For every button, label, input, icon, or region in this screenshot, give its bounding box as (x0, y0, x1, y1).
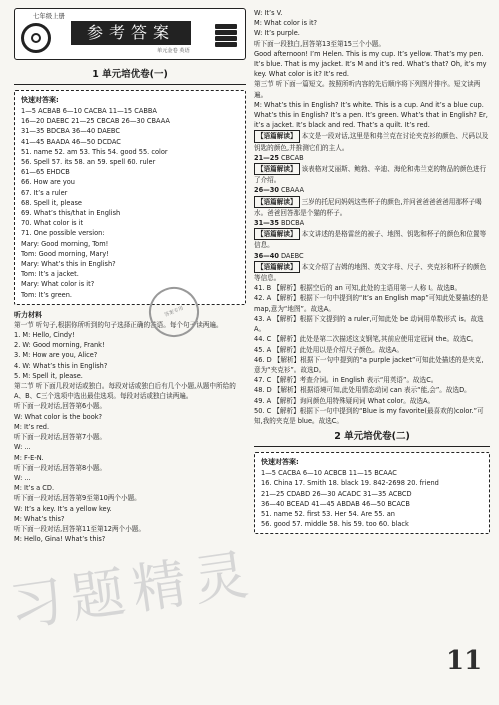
analysis-text: 三岁的托尼问妈妈这些杯子的颜色,并问爸爸爸爸爸用那杯子喝水。爸爸回答那是个猫的杯子。 (254, 197, 482, 217)
dialog-intro: 听下面一段对话,回答第7小题。 (14, 433, 107, 442)
page-subtitle: 单元金卷 英语 (157, 48, 190, 54)
answer-explanation: 44. C 【解析】此处是第二次描述这支钢笔,其前应使用定冠词 the。故选C。 (254, 335, 478, 344)
gear-icon (21, 23, 51, 53)
quick-answer-line: 68. Spell it, please (21, 198, 82, 207)
quick-answer-line: 1—5 ACBAB 6—10 CACBA 11—15 CABBA (21, 107, 157, 115)
dialog-line: W: ... (14, 473, 31, 482)
analysis-text: BDCBA (280, 219, 305, 228)
quick-answer-line: 51. name 52. am 53. This 54. good 55. color (21, 147, 168, 156)
analysis-item (254, 218, 490, 228)
dialog-intro: 听下面一段对话,回答第11至第12两个小题。 (14, 524, 145, 533)
unit2-quick-line: 16. China 17. Smith 18. black 19. 842-2698 20. friend (261, 479, 439, 488)
quick-answer-line: 41—45 BAADA 46—50 DCDAC (21, 137, 121, 146)
analysis-item (254, 196, 490, 218)
analysis-label: 21—25 (254, 153, 279, 162)
analysis-text: CBCAB (280, 153, 304, 162)
quick-answer-line: Tom: Good morning, Mary! (21, 249, 109, 258)
dialog-line: M: Hello, Gina! What’s this? (14, 535, 106, 544)
unit2-quick-line: 21—25 CDABD 26—30 ACADC 31—35 ACBCD (261, 489, 412, 498)
analysis-text: 本文讲述的是格雷丝的被子、地图、钥匙和杯子的颜色和位置等信息。 (254, 230, 487, 250)
answer-stamp: 答案专用 (141, 279, 206, 344)
analysis-label: 【语篇解读】 (254, 261, 300, 273)
right-column (254, 8, 490, 539)
answer-explanation: 41. B 【解析】根据空后的 an 可知,此处的主语用第一人称 I。故选B。 (254, 284, 462, 293)
dialog-line: W: It’s purple. (254, 29, 300, 38)
quick-answer-line: 56. Spell 57. its 58. an 59. spell 60. ruler (21, 158, 156, 167)
quick-answer-line: 71. One possible version: (21, 229, 105, 238)
analysis-item (254, 251, 490, 261)
unit2-quick-line: 1—5 CACBA 6—10 ACBCB 11—15 BCAAC (261, 469, 397, 478)
quick-answer-line: 67. It’s a ruler (21, 188, 68, 197)
analysis-text: 该表格对艾丽斯、鲍勃、辛迪、海伦和弗兰克的物品的颜色进行了介绍。 (254, 165, 487, 185)
dialog-line: M: What color is it? (254, 19, 318, 28)
analysis-label: 【语篇解读】 (254, 228, 300, 240)
quick-answer-line: Mary: What’s this in English? (21, 260, 116, 269)
quick-answer-line: 31—35 BDCBA 36—40 DAEBC (21, 127, 120, 136)
page-number: 11 (446, 646, 483, 676)
analysis-item (254, 185, 490, 195)
unit2-quick-title: 快速对答案: (261, 458, 299, 467)
dialog-line: W: It’s a key. It’s a yellow key. (14, 504, 112, 513)
unit2-quick-line: 51. name 52. first 53. Her 54. Are 55. an (261, 509, 395, 518)
analysis-label: 31—35 (254, 219, 279, 228)
section3-text: M: What’s this in English? It’s white. This is a cup. And it’s a blue cup. What’s this in English? It’s a pen. It’s green. What’s that in English? Er, it’s a jacket. It’s black and red. That’s a quilt. It’s red. (254, 100, 488, 130)
quick-answers-title: 快速对答案: (21, 96, 59, 104)
listening-line: 3. M: How are you, Alice? (14, 351, 98, 360)
answer-explanation: 47. C 【解析】考查介词。in English 表示“用英语”。故选C。 (254, 376, 438, 385)
quick-answer-line: Tom: It’s a jacket. (21, 270, 79, 279)
analysis-text: CBAAA (280, 186, 304, 195)
listening-line: 2. W: Good morning, Frank! (14, 341, 105, 350)
answer-explanation: 49. A 【解析】询问颜色用特殊疑问词 What color。故选A。 (254, 396, 435, 405)
page-title: 参考答案 (71, 21, 191, 45)
answer-explanation: 48. D 【解析】根据语境可知,此处用情态动词 can 表示“能,会”。故选D。 (254, 386, 471, 395)
analysis-label: 【语篇解读】 (254, 130, 300, 142)
unit1-title: 1 单元培优卷(一) (14, 66, 246, 85)
dialog-line: W: It’s V. (254, 9, 283, 17)
page-header (14, 8, 246, 60)
quick-answer-line: 70. What color is it (21, 219, 84, 228)
quick-answer-line: 61—65 EHDCB (21, 168, 70, 177)
analysis-item (254, 153, 490, 163)
answer-explanation: 42. A 【解析】根据下一句中提到的“It’s an English map”可知此处要描述的是 map,意为“地图”。故选A。 (254, 294, 489, 313)
analysis-text: 本文是一段对话,这里是和弗兰克在讨论夹克衫的颜色、尺码以及钥匙的颜色,并推测它们的主人。 (254, 132, 489, 152)
unit2-title: 2 单元培优卷(二) (254, 428, 490, 447)
dialog-line: M: What’s this? (14, 514, 65, 523)
answer-explanation: 43. A 【解析】根据下文提到的 a ruler,可知此处 be 动词用单数形式 is。故选A。 (254, 314, 484, 334)
analysis-text: DAEBC (280, 251, 304, 260)
listening-part2: 第二节 听下面几段对话或独白。每段对话或独白后有几个小题,从题中所给的A、B、C三个选项中选出最佳选项。每段对话或独白读两遍。 (14, 382, 236, 401)
monologue-intro: 听下面一段独白,回答第13至第15三个小题。 (254, 39, 385, 48)
unit1-quick-answers-box (14, 90, 246, 305)
unit2-quick-line: 56. good 57. middle 58. his 59. too 60. black (261, 520, 409, 529)
unit2-quick-line: 36—40 BCEAD 41—45 ABDAB 46—50 BCACB (261, 499, 410, 508)
analysis-item (254, 130, 490, 152)
quick-answer-line: 16—20 DAEBC 21—25 CBCAB 26—30 CBAAA (21, 117, 170, 126)
listening-part1: 第一节 听句子,根据你所听到的句子选择正确的答语。每个句子读两遍。 (14, 320, 223, 329)
analysis-item (254, 261, 490, 283)
quick-answer-line: 69. What’s this/that in English (21, 209, 121, 218)
quick-answer-line: Mary: Good morning, Tom! (21, 239, 109, 248)
dialog-intro: 听下面一段对话,回答第8小题。 (14, 463, 107, 472)
listening-line: 1. M: Hello, Cindy! (14, 331, 75, 340)
dialog-line: M: It’s red. (14, 422, 50, 431)
books-icon (215, 23, 237, 47)
left-column (14, 8, 246, 544)
analysis-label: 【语篇解读】 (254, 196, 300, 208)
dialog-line: W: What color is the book? (14, 412, 103, 421)
answer-explanation: 46. D 【解析】根据下一句中提到的“a purple jacket”可知此处描述的是夹克,意为“夹克衫”。故选D。 (254, 355, 484, 374)
analysis-text: 本文介绍了吉姆的地图、英文字母、尺子、夹克衫和杯子的颜色等信息。 (254, 262, 487, 283)
listening-line: 5. M: Spell it, please. (14, 371, 83, 380)
watermark: 习题精灵 (5, 542, 260, 639)
quick-answer-line: 66. How are you (21, 178, 75, 187)
unit2-quick-answers-box (254, 452, 490, 534)
listening-line: 4. W: What’s this in English? (14, 361, 108, 370)
dialog-line: M: F-E-N. (14, 453, 44, 462)
listening-title: 听力材料 (14, 310, 42, 319)
analysis-label: 26—30 (254, 186, 279, 195)
dialog-intro: 听下面一段对话,回答第6小题。 (14, 402, 107, 411)
dialog-line: W: ... (14, 443, 31, 452)
analysis-label: 36—40 (254, 251, 279, 260)
dialog-line: M: It’s a CD. (14, 484, 55, 493)
dialog-intro: 听下面一段对话,回答第9至第10两个小题。 (14, 494, 141, 503)
quick-answer-line: Tom: It’s green. (21, 290, 72, 299)
section3-instruction: 第三节 听下面一篇短文。按照所听内容的先后顺序将下列图片排序。短文读两遍。 (254, 80, 481, 99)
answer-explanation: 50. C 【解析】根据下一句中提到的“Blue is my favorite(最喜欢的)color.”可知,我的夹克是 blue。故选C。 (254, 406, 484, 425)
monologue-text: Good afternoon! I’m Helen. This is my cup. It’s yellow. That’s my pen. It’s blue. That is my jacket. It’s M and it’s red. What’s that? Oh, it’s my key. What color is it? It’s red. (254, 49, 487, 79)
answer-explanation: 45. A 【解析】此处用以是介绍尺子颜色。故选A。 (254, 345, 403, 354)
quick-answer-line: Mary: What color is it? (21, 280, 95, 289)
analysis-item (254, 228, 490, 250)
analysis-item (254, 163, 490, 185)
analysis-label: 【语篇解读】 (254, 163, 300, 175)
grade-label: 七年级上册 (33, 12, 65, 20)
